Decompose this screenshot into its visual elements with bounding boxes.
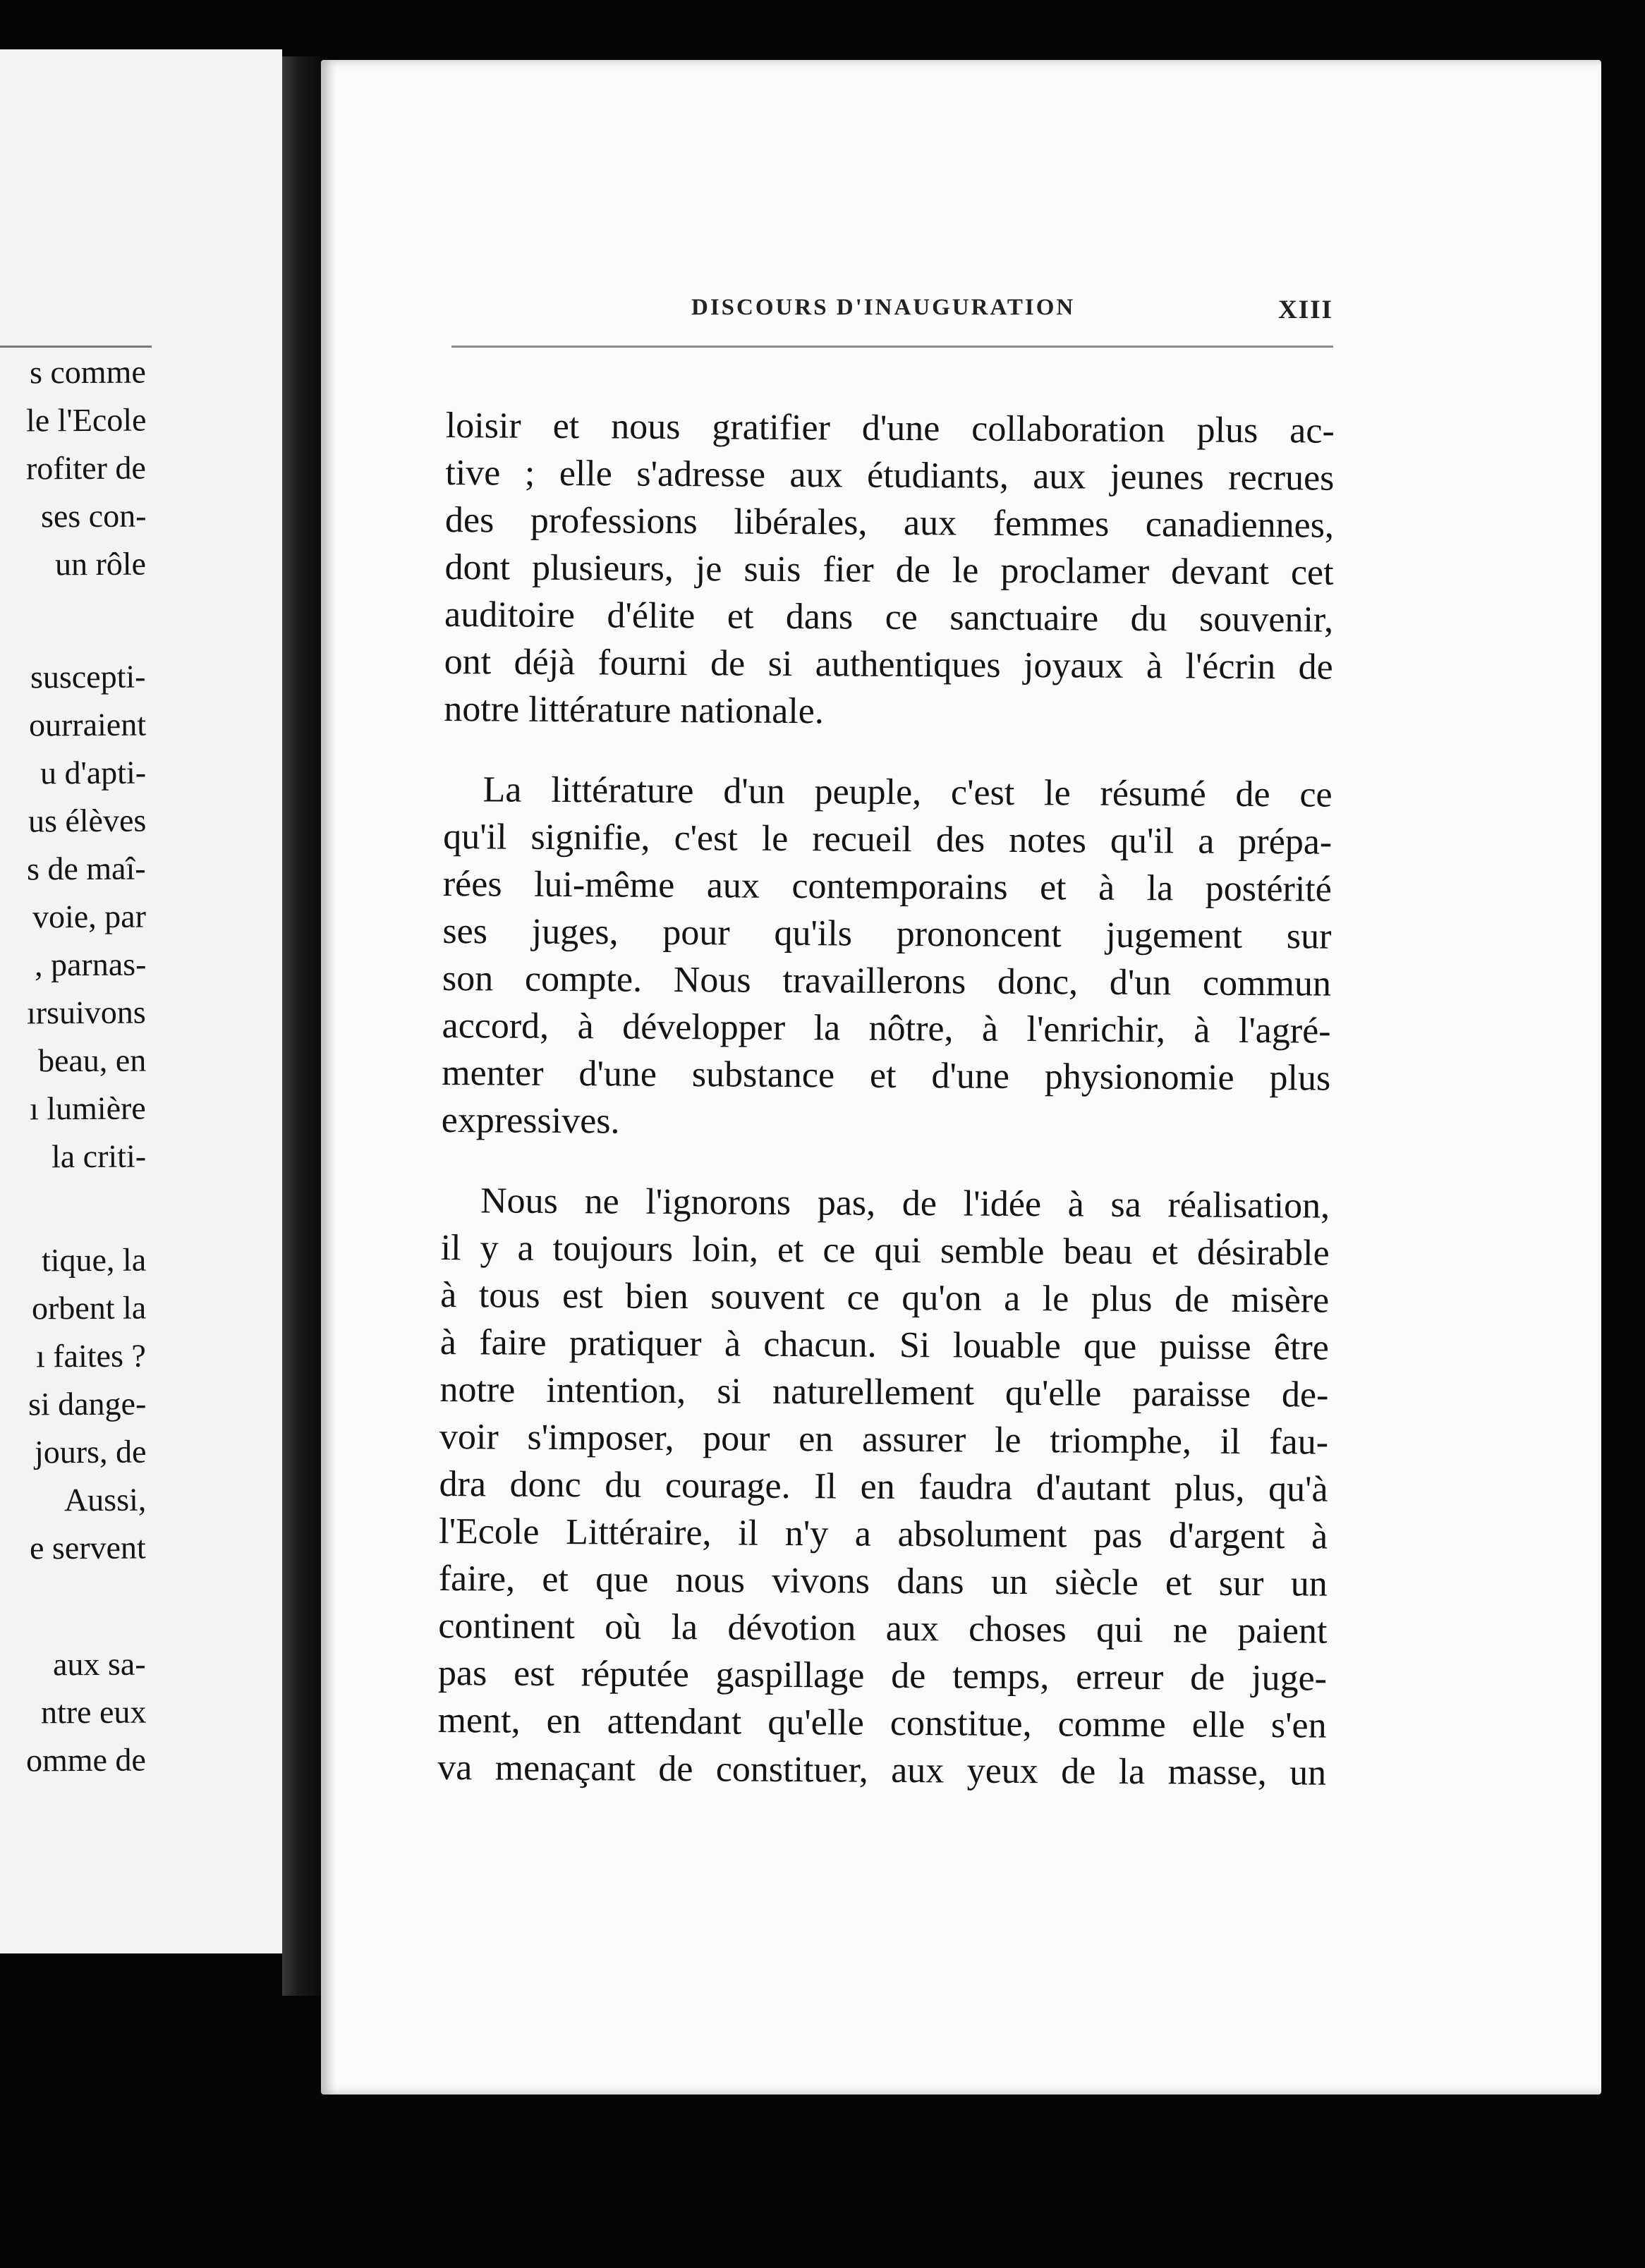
left-page-line: e servent	[30, 1529, 147, 1566]
text-line: faire, et que nous vivons dans un siècle et sur un	[438, 1558, 1328, 1604]
text-line: auditoire d'élite et dans ce sanctuaire du souvenir,	[444, 594, 1334, 640]
text-line: expressives.	[441, 1099, 620, 1142]
header-rule	[451, 346, 1333, 348]
left-page-line: ourraient	[28, 706, 147, 743]
left-page-line: suscepti-	[30, 658, 147, 695]
text-line: son compte. Nous travaillerons donc, d'un commun	[442, 958, 1332, 1004]
left-page-line: Aussi,	[63, 1481, 147, 1518]
paragraph-3	[437, 1177, 1330, 1797]
left-page-line: ırsuivons	[27, 994, 147, 1031]
text-line: il y a toujours loin, et ce qui semble beau et désirable	[440, 1227, 1330, 1274]
left-page-line: ı faites ?	[36, 1337, 147, 1374]
left-page-line: orbent la	[31, 1289, 147, 1327]
text-line: loisir et nous gratifier d'une collaboration plus ac-	[445, 405, 1335, 451]
paragraph-1	[444, 402, 1335, 738]
text-line: à tous est bien souvent ce qu'on a le plus de misère	[440, 1274, 1330, 1321]
left-page-line: s comme	[30, 353, 147, 391]
left-page-line: si dange-	[28, 1385, 147, 1422]
left-page-line: jours, de	[34, 1433, 147, 1470]
left-page-line: ses con-	[40, 497, 147, 535]
text-line: La littérature d'un peuple, c'est le résumé de ce	[482, 769, 1333, 815]
left-page-line: ı lumière	[30, 1090, 147, 1127]
text-line: rées lui-même aux contemporains et à la postérité	[442, 863, 1332, 910]
text-line: à faire pratiquer à chacun. Si louable que puisse être	[439, 1322, 1330, 1368]
text-line: Nous ne l'ignorons pas, de l'idée à sa réalisation,	[480, 1181, 1330, 1226]
left-page-header-rule	[0, 346, 152, 348]
text-line: notre littérature nationale.	[444, 688, 825, 732]
left-page-line: beau, en	[37, 1042, 147, 1079]
left-page-line: ntre eux	[40, 1693, 147, 1731]
text-line: l'Ecole Littéraire, il n'y a absolument pas d'argent à	[439, 1511, 1328, 1557]
text-line: dont plusieurs, je suis fier de le proclamer devant cet	[444, 547, 1334, 593]
text-line: notre intention, si naturellement qu'elle paraisse de-	[439, 1369, 1329, 1415]
left-page-line: tique, la	[41, 1241, 147, 1279]
page-number: XIII	[1278, 295, 1333, 324]
text-line: dra donc du courage. Il en faudra d'autant plus, qu'à	[439, 1463, 1328, 1510]
left-page-line: u d'apti-	[40, 754, 147, 791]
left-page-line: omme de	[25, 1741, 147, 1779]
text-line: pas est réputée gaspillage de temps, erreur de juge-	[437, 1652, 1328, 1699]
text-line: menter d'une substance et d'une physionomie plus	[442, 1052, 1331, 1099]
text-line: va menaçant de constituer, aux yeux de la masse, un	[437, 1747, 1327, 1793]
text-line: tive ; elle s'adresse aux étudiants, aux jeunes recrues	[445, 452, 1335, 499]
text-line: ont déjà fourni de si authentiques joyaux à l'écrin de	[444, 641, 1333, 688]
text-line: accord, à développer la nôtre, à l'enrichir, à l'agré-	[442, 1005, 1331, 1051]
paragraph-2	[442, 766, 1333, 1150]
text-line: ses juges, pour qu'ils prononcent jugement sur	[442, 910, 1332, 957]
text-line: qu'il signifie, c'est le recueil des notes qu'il a prépa-	[443, 816, 1333, 862]
left-page-line: aux sa-	[53, 1645, 147, 1683]
left-page-line: le l'Ecole	[25, 401, 147, 439]
left-page-line: un rôle	[54, 545, 147, 583]
text-line: voir s'imposer, pour en assurer le triomphe, il fau-	[439, 1416, 1329, 1463]
book-gutter	[282, 56, 321, 1996]
text-line: ment, en attendant qu'elle constitue, comme elle s'en	[437, 1700, 1327, 1746]
left-page-line: rofiter de	[26, 449, 147, 487]
left-page-line: voie, par	[32, 898, 147, 935]
left-page-line: la criti-	[51, 1138, 147, 1175]
left-page-line: us élèves	[28, 802, 147, 839]
left-page-line: s de maî-	[27, 850, 147, 887]
body-text	[437, 402, 1335, 1797]
text-line: des professions libérales, aux femmes canadiennes,	[444, 499, 1335, 546]
running-head: DISCOURS D'INAUGURATION	[691, 295, 1076, 320]
left-page-line: , parnas-	[34, 946, 147, 983]
text-line: continent où la dévotion aux choses qui ne paient	[438, 1605, 1328, 1652]
left-page-fragment	[0, 49, 282, 1953]
